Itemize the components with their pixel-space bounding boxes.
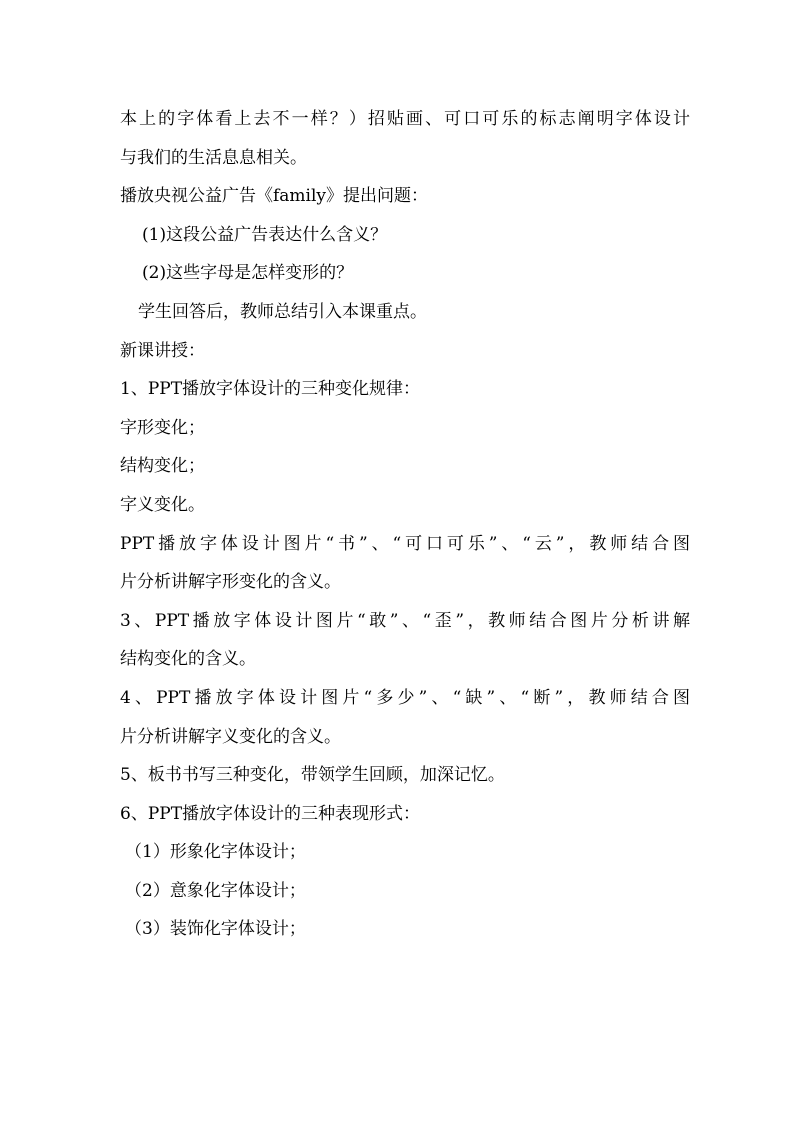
paragraph-line-15: 结构变化的含义。 <box>120 649 256 670</box>
rule-meaning-change: 字义变化。 <box>120 494 205 515</box>
form-2: （2）意象化字体设计； <box>125 880 306 901</box>
paragraph-line-12: PPT播放字体设计图片“书”、“可口可乐”、“云”，教师结合图 <box>120 533 690 554</box>
form-1: （1）形象化字体设计； <box>125 842 306 863</box>
question-2: (2)这些字母是怎样变形的？ <box>142 263 354 284</box>
paragraph-line-13: 片分析讲解字形变化的含义。 <box>120 572 341 593</box>
document-body <box>120 100 690 949</box>
rule-structure-change: 结构变化； <box>120 456 205 477</box>
step-1: 1、PPT播放字体设计的三种变化规律： <box>120 379 421 400</box>
step-3: 3、PPT播放字体设计图片“敢”、“歪”，教师结合图片分析讲解 <box>120 610 690 631</box>
step-6: 6、PPT播放字体设计的三种表现形式： <box>120 803 421 824</box>
form-3: （3）装饰化字体设计； <box>125 919 306 940</box>
rule-glyph-change: 字形变化； <box>120 417 205 438</box>
paragraph-line-2: 与我们的生活息息相关。 <box>120 147 307 168</box>
step-4: 4、PPT播放字体设计图片“多少”、“缺”、“断”，教师结合图 <box>120 687 690 708</box>
question-1: (1)这段公益广告表达什么含义？ <box>142 224 388 245</box>
step-5: 5、板书书写三种变化，带领学生回顾，加深记忆。 <box>120 765 505 786</box>
section-heading-new-lesson: 新课讲授： <box>120 340 205 361</box>
paragraph-line-17: 片分析讲解字义变化的含义。 <box>120 726 341 747</box>
paragraph-line-1: 本上的字体看上去不一样？）招贴画、可口可乐的标志阐明字体设计 <box>120 109 690 129</box>
paragraph-line-3: 播放央视公益广告《family》提出问题： <box>120 186 429 207</box>
paragraph-line-6: 学生回答后，教师总结引入本课重点。 <box>138 301 427 322</box>
